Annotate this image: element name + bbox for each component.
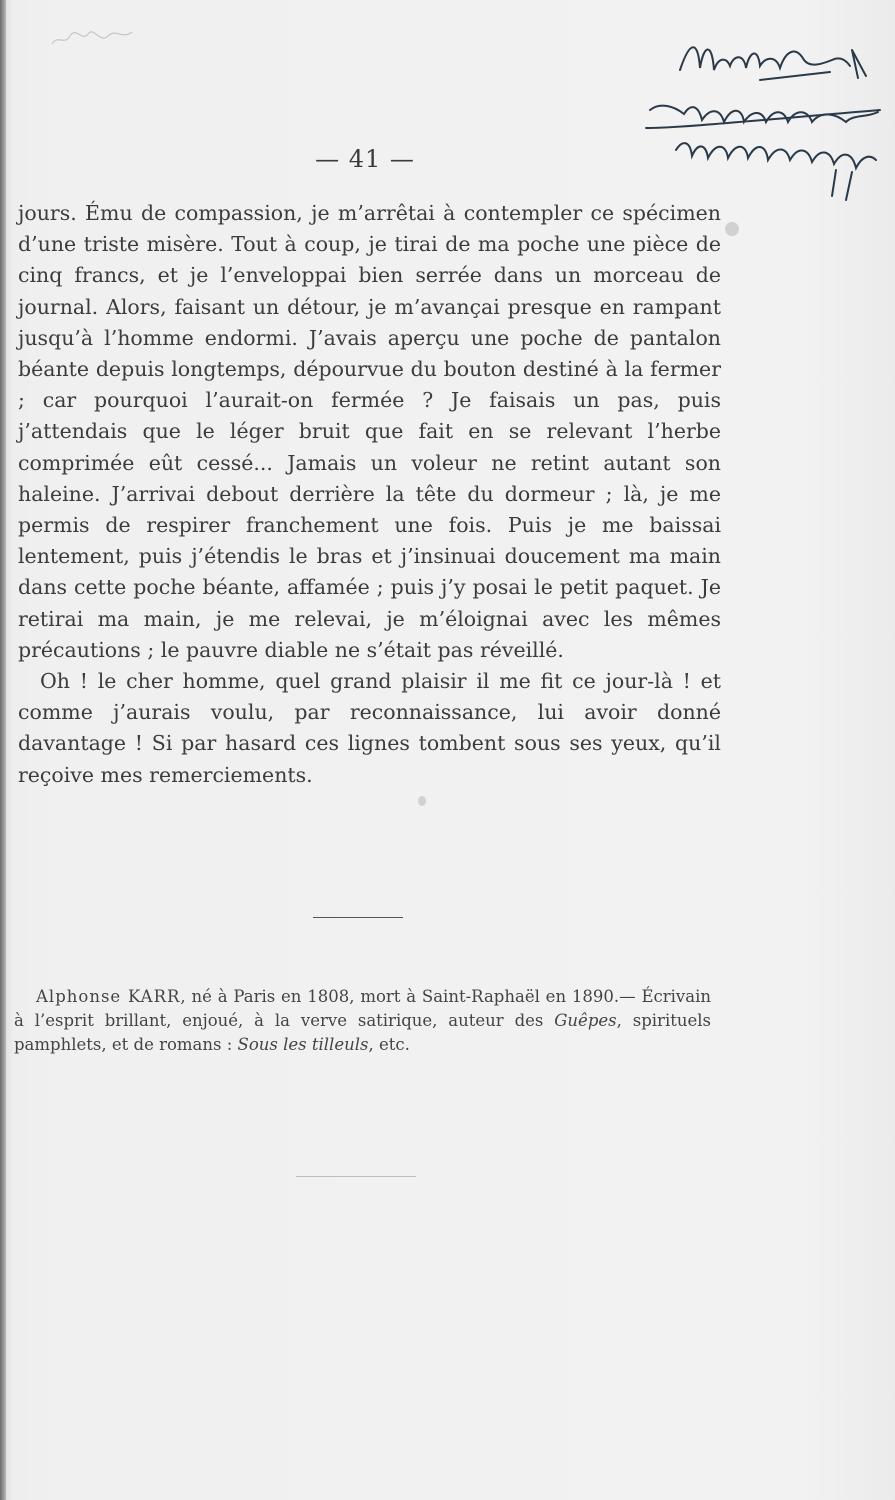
faint-pencil-annotation <box>48 24 138 54</box>
footnote-work-tilleuls: Sous les tilleuls <box>237 1035 369 1054</box>
faint-bottom-rule <box>296 1176 416 1177</box>
footnote-work-guepes: Guêpes <box>554 1011 617 1030</box>
paragraph-2: Oh ! le cher homme, quel grand plaisir il me fit ce jour-là ! et comme j’aurais voulu, par reconnaissance, lui avoir donné davantage ! Si par hasard ces lignes tombent sous ses yeux, qu’il reçoive mes remerciements. <box>18 669 721 787</box>
paper-blemish <box>418 796 426 806</box>
main-text-block <box>18 198 721 791</box>
author-footnote <box>14 985 711 1057</box>
paragraph-1: jours. Ému de compassion, je m’arrêtai à contempler ce spécimen d’une triste misère. Tout à coup, je tirai de ma poche une pièce de cinq francs, et je l’enveloppai bien serrée dans un morceau de journal. Alors, faisant un détour, je m’avançai presque en rampant jusqu’à l’homme endormi. J’avais aperçu une poche de pantalon béante depuis longtemps, dépourvue du bouton destiné à la fermer ; car pourquoi l’aurait-on fermée ? Je faisais un pas, puis j’attendais que le léger bruit que fait en se relevant l’herbe comprimée eût cessé... Jamais un voleur ne retint autant son haleine. J’arrivai debout derrière la tête du dormeur ; là, je me permis de respirer franchement une fois. Puis je me baissai lentement, puis j’étendis le bras et j’insinuai doucement ma main dans cette poche béante, affamée ; puis j’y posai le petit paquet. Je retirai ma main, je me relevai, je m’éloignai avec les mêmes précautions ; le pauvre diable ne s’était pas réveillé. <box>18 201 721 662</box>
footnote-author: Alphonse KARR <box>36 987 181 1006</box>
footnote-text-2: , spirituels pamphlets, et de romans : <box>14 1011 711 1054</box>
paper-blemish <box>725 222 739 236</box>
page-spine-edge <box>0 0 6 1500</box>
handwritten-annotation <box>640 10 890 220</box>
section-divider <box>313 917 403 918</box>
footnote-paragraph <box>14 985 711 1057</box>
footnote-text-1: , né à Paris en 1808, mort à Saint-Raphaël en 1890.— Écrivain à l’esprit brillant, enjoué, à la verve satirique, auteur des <box>14 987 711 1030</box>
footnote-text-3: , etc. <box>368 1035 410 1054</box>
page-number: — 41 — <box>315 145 415 173</box>
